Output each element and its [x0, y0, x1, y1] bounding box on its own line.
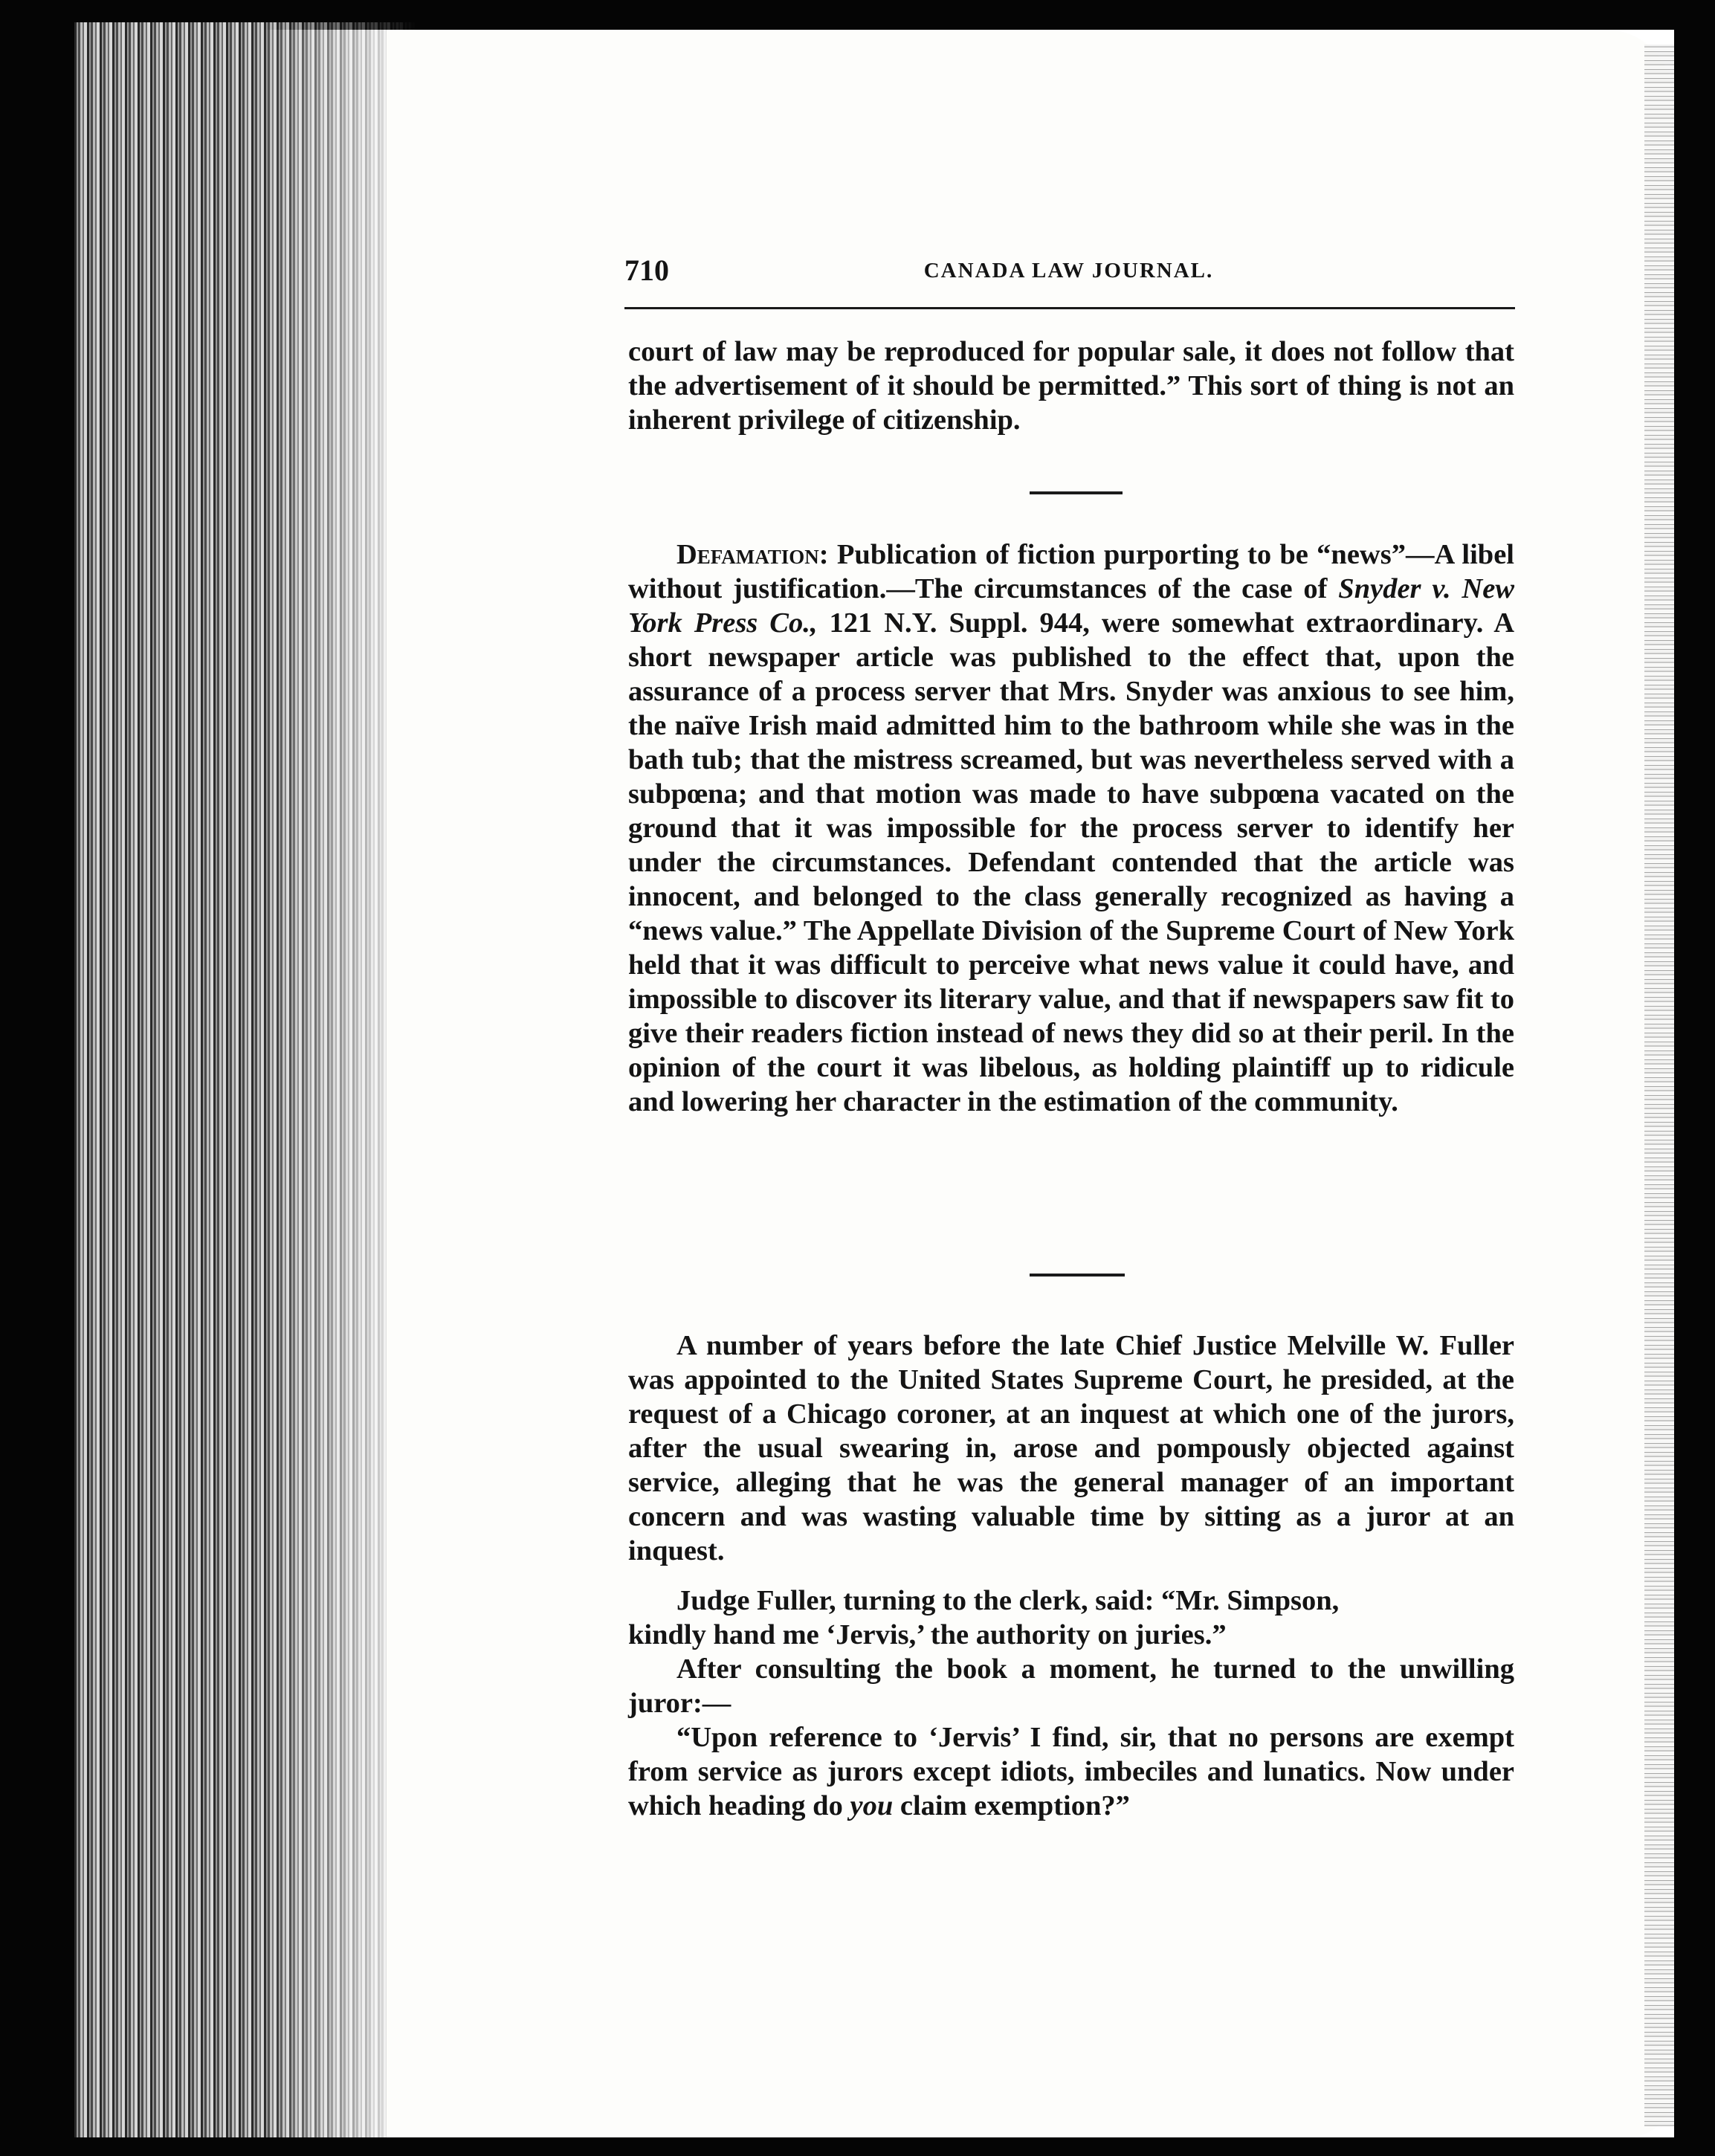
anecdote-text: A number of years before the late Chief Justice Melville W. Fuller was appointed to the United States Supreme Court, he presided, at the request of a Chicago coroner, at an inquest at which one of the jurors, after the usual swearing in, arose and pompously objected against service, alleging that he was the general manager of an important concern and was wasting valuable time by sitting as a juror at an inquest.: [628, 1330, 1514, 1566]
scan-border-right: [1674, 0, 1715, 2156]
anecdote-paragraph: [628, 1652, 1514, 1720]
anecdote-quote: [628, 1720, 1514, 1823]
quote-emphasis: you: [850, 1790, 894, 1821]
scan-border-left: [0, 0, 82, 2156]
quote-start: “Upon reference to ‘Jervis’ I find, sir, that no persons are exempt from service as jurors except idiots, imbeciles and lunatics. Now under which heading do: [628, 1722, 1514, 1821]
quote-end: claim exemption?”: [893, 1790, 1130, 1821]
header-rule: [624, 307, 1515, 309]
anecdote-paragraph: [628, 1720, 1514, 1823]
defamation-heading: Defamation:: [676, 539, 829, 570]
defamation-body: 121 N.Y. Suppl. 944, were somewhat extraordinary. A short newspaper article was published to the effect that, upon the assurance of a process server that Mrs. Snyder was anxious to see him, the naïve Irish maid admitted him to the bathroom while she was in the bath tub; that the mistress screamed, but was nevertheless served with a subpœna; and that motion was made to have subpœna vacated on the ground that it was impossible for the process server to identify her under the circumstances. Defendant contended that the article was innocent, and belonged to the class generally recognized as having a “news value.” The Appellate Division of the Supreme Court of New York held that it was difficult to perceive what news value it could have, and impossible to discover its literary value, and that if newspapers saw fit to give their readers fiction instead of news they did so at their peril. In the opinion of the court it was libelous, as holding plaintiff up to ridicule and lowering her character in the estimation of the community.: [628, 607, 1514, 1117]
scan-border-bottom: [0, 2137, 1715, 2156]
anecdote-paragraph: [628, 1584, 1514, 1618]
anecdote-paragraph: [628, 1618, 1514, 1652]
section-separator: [1030, 491, 1123, 494]
anecdote-text: After consulting the book a moment, he turned to the unwilling juror:—: [628, 1653, 1514, 1719]
continuation-paragraph: [628, 335, 1514, 437]
defamation-paragraph: [628, 538, 1514, 1119]
page-right-edge: [1644, 45, 1674, 2126]
case-name: Snyder v. New York Press Co.,: [628, 573, 1515, 639]
page-header: [624, 253, 1513, 297]
book-page-edges: [74, 22, 416, 2141]
continuation-text: court of law may be reproduced for popular sale, it does not follow that the advertisement of it should be permitted.” This sort of thing is not an inherent privilege of citizenship.: [628, 336, 1514, 436]
running-title: CANADA LAW JOURNAL.: [923, 259, 1214, 283]
anecdote-paragraph: [628, 1329, 1514, 1568]
defamation-intro: Publication of fiction purporting to be “news”—A libel without justification.—The circumstances of the case of: [628, 539, 1514, 604]
defamation-text: [628, 538, 1514, 1119]
anecdote-text: Judge Fuller, turning to the clerk, said: “Mr. Simpson,: [676, 1585, 1340, 1616]
section-separator: [1030, 1274, 1125, 1277]
anecdote-text: kindly hand me ‘Jervis,’ the authority on juries.”: [628, 1619, 1227, 1650]
page-number: 710: [624, 254, 669, 287]
